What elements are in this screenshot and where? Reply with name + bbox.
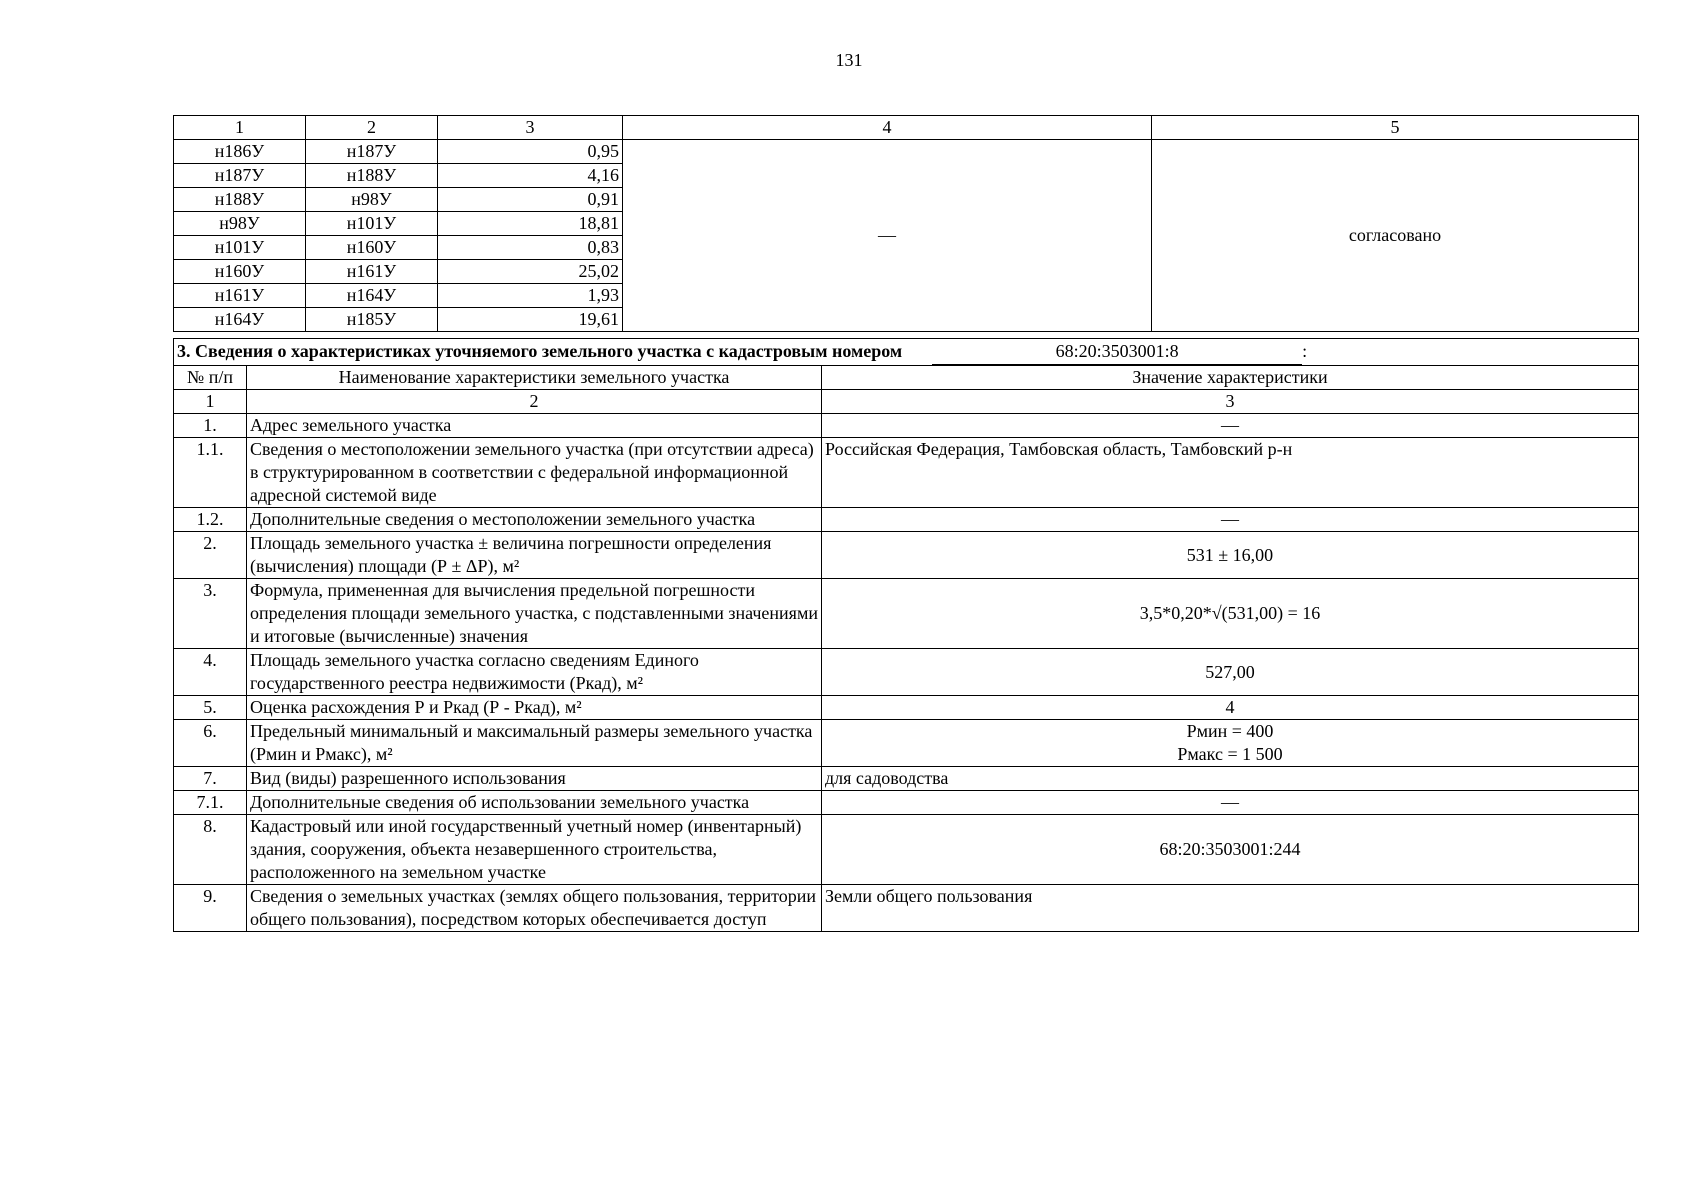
point-from: н101У — [174, 236, 306, 260]
row-value: — — [822, 508, 1639, 532]
row-num: 7. — [174, 767, 247, 791]
row-name: Дополнительные сведения о местоположении земельного участка — [247, 508, 822, 532]
row-name: Площадь земельного участка ± величина погрешности определения (вычисления) площади (Р ± ΔР), м² — [247, 532, 822, 579]
row-name: Сведения о земельных участках (землях общего пользования, территории общего пользования), посредством которых обеспечивается доступ — [247, 885, 822, 932]
col-header-5: 5 — [1152, 116, 1639, 140]
col4-value: — — [623, 140, 1152, 332]
distance: 19,61 — [438, 308, 623, 332]
distance: 4,16 — [438, 164, 623, 188]
row-value: — — [822, 414, 1639, 438]
approval-status: согласовано — [1152, 140, 1639, 332]
point-from: н161У — [174, 284, 306, 308]
distance: 0,95 — [438, 140, 623, 164]
table-row — [174, 885, 1639, 932]
row-num: 1.1. — [174, 438, 247, 508]
section-title-row — [174, 339, 1639, 366]
row-num: 1. — [174, 414, 247, 438]
row-name: Оценка расхождения Р и Ркад (Р - Ркад), м² — [247, 696, 822, 720]
row-value: 3,5*0,20*√(531,00) = 16 — [822, 579, 1639, 649]
header-num: № п/п — [174, 366, 247, 390]
point-to: н185У — [306, 308, 438, 332]
table-row — [174, 438, 1639, 508]
table-row — [174, 508, 1639, 532]
point-from: н160У — [174, 260, 306, 284]
row-value — [822, 720, 1639, 767]
title-suffix: : — [1302, 341, 1308, 361]
header-value: Значение характеристики — [822, 366, 1639, 390]
header-name: Наименование характеристики земельного участка — [247, 366, 822, 390]
characteristics-header-row — [174, 366, 1639, 390]
row-num: 5. — [174, 696, 247, 720]
col-header-3: 3 — [438, 116, 623, 140]
distance: 18,81 — [438, 212, 623, 236]
point-to: н187У — [306, 140, 438, 164]
table-row — [174, 649, 1639, 696]
distance: 25,02 — [438, 260, 623, 284]
distance: 0,83 — [438, 236, 623, 260]
table-row — [174, 815, 1639, 885]
row-name: Кадастровый или иной государственный учетный номер (инвентарный) здания, сооружения, объекта незавершенного строительства, расположенного на земельном участке — [247, 815, 822, 885]
row-value: Земли общего пользования — [822, 885, 1639, 932]
cadastral-number: 68:20:3503001:8 — [932, 339, 1302, 365]
row-num: 1.2. — [174, 508, 247, 532]
point-to: н188У — [306, 164, 438, 188]
point-to: н160У — [306, 236, 438, 260]
row-name: Формула, примененная для вычисления предельной погрешности определения площади земельного участка, с подставленными значениями и итоговые (вычисленные) значения — [247, 579, 822, 649]
min-size-value: Рмин = 400 — [1186, 721, 1274, 741]
point-to: н161У — [306, 260, 438, 284]
point-from: н186У — [174, 140, 306, 164]
row-num: 3. — [174, 579, 247, 649]
point-to: н164У — [306, 284, 438, 308]
distance: 0,91 — [438, 188, 623, 212]
table-row — [174, 532, 1639, 579]
table-row — [174, 140, 1639, 164]
col-header-2: 2 — [306, 116, 438, 140]
row-name: Вид (виды) разрешенного использования — [247, 767, 822, 791]
boundary-header-row — [174, 116, 1639, 140]
table-row — [174, 414, 1639, 438]
col-header-4: 4 — [623, 116, 1152, 140]
row-name: Дополнительные сведения об использовании земельного участка — [247, 791, 822, 815]
max-size-value: Рмакс = 1 500 — [1177, 744, 1283, 764]
row-value: 68:20:3503001:244 — [822, 815, 1639, 885]
row-value: 527,00 — [822, 649, 1639, 696]
table-row — [174, 767, 1639, 791]
row-name: Предельный минимальный и максимальный размеры земельного участка (Рмин и Рмакс), м² — [247, 720, 822, 767]
row-value: 531 ± 16,00 — [822, 532, 1639, 579]
row-name: Площадь земельного участка согласно сведениям Единого государственного реестра недвижимости (Ркад), м² — [247, 649, 822, 696]
distance: 1,93 — [438, 284, 623, 308]
point-from: н188У — [174, 188, 306, 212]
row-value: Российская Федерация, Тамбовская область, Тамбовский р-н — [822, 438, 1639, 508]
row-num: 4. — [174, 649, 247, 696]
table-row — [174, 579, 1639, 649]
row-name: Сведения о местоположении земельного участка (при отсутствии адреса) в структурированном в соответствии с федеральной информационной адресной системой виде — [247, 438, 822, 508]
col-num-3: 3 — [822, 390, 1639, 414]
row-name: Адрес земельного участка — [247, 414, 822, 438]
row-num: 9. — [174, 885, 247, 932]
point-from: н187У — [174, 164, 306, 188]
point-from: н98У — [174, 212, 306, 236]
boundary-table — [173, 115, 1639, 332]
column-number-row — [174, 390, 1639, 414]
section-title — [174, 339, 1639, 366]
point-from: н164У — [174, 308, 306, 332]
point-to: н98У — [306, 188, 438, 212]
row-value: — — [822, 791, 1639, 815]
row-num: 7.1. — [174, 791, 247, 815]
row-value: для садоводства — [822, 767, 1639, 791]
row-num: 6. — [174, 720, 247, 767]
section-title-text: 3. Сведения о характеристиках уточняемого земельного участка с кадастровым номером — [177, 341, 903, 361]
col-num-2: 2 — [247, 390, 822, 414]
row-value: 4 — [822, 696, 1639, 720]
table-row — [174, 696, 1639, 720]
table-row — [174, 720, 1639, 767]
page-number: 131 — [835, 50, 863, 70]
col-header-1: 1 — [174, 116, 306, 140]
table-row — [174, 791, 1639, 815]
row-num: 8. — [174, 815, 247, 885]
col-num-1: 1 — [174, 390, 247, 414]
point-to: н101У — [306, 212, 438, 236]
row-num: 2. — [174, 532, 247, 579]
characteristics-table — [173, 338, 1639, 932]
